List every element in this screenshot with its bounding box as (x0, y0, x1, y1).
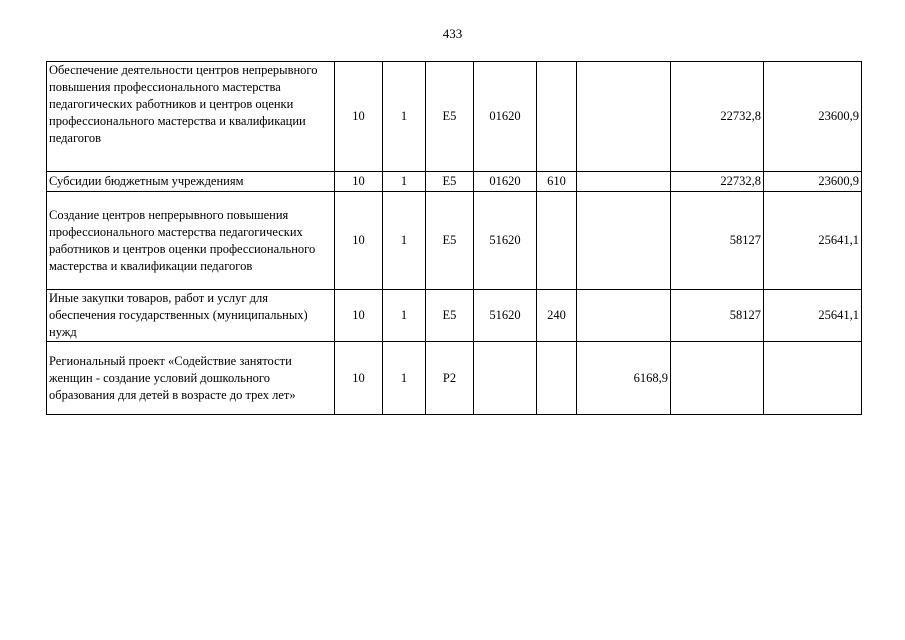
direction-cell: 51620 (474, 192, 537, 290)
program-cell: E5 (426, 290, 474, 342)
page-number: 433 (442, 26, 463, 41)
section-cell: 10 (335, 62, 383, 172)
section-cell: 10 (335, 192, 383, 290)
row-name: Субсидии бюджетным учреждениям (47, 172, 335, 192)
direction-cell (474, 342, 537, 415)
amount-2-cell: 22732,8 (671, 62, 764, 172)
table-row (47, 192, 862, 290)
amount-3-cell: 25641,1 (764, 192, 862, 290)
subsection-cell: 1 (383, 342, 426, 415)
amount-1-cell: 6168,9 (577, 342, 671, 415)
section-cell: 10 (335, 342, 383, 415)
table-row (47, 290, 862, 342)
section-cell: 10 (335, 172, 383, 192)
budget-table (46, 61, 862, 415)
row-name: Иные закупки товаров, работ и услуг для обеспечения государственных (муниципальных) нужд (47, 290, 335, 342)
program-cell: P2 (426, 342, 474, 415)
table-row (47, 342, 862, 415)
program-cell: E5 (426, 192, 474, 290)
amount-2-cell (671, 342, 764, 415)
subsection-cell: 1 (383, 172, 426, 192)
expense-type-cell: 240 (537, 290, 577, 342)
table-row (47, 62, 862, 172)
expense-type-cell (537, 192, 577, 290)
subsection-cell: 1 (383, 62, 426, 172)
expense-type-cell (537, 62, 577, 172)
program-cell: E5 (426, 172, 474, 192)
subsection-cell: 1 (383, 290, 426, 342)
row-name: Создание центров непрерывного повышения профессионального мастерства педагогических работников и центров оценки профессионального мастерства и квалификации педагогов (47, 192, 335, 290)
amount-2-cell: 22732,8 (671, 172, 764, 192)
amount-3-cell: 23600,9 (764, 62, 862, 172)
table-row (47, 172, 862, 192)
program-cell: E5 (426, 62, 474, 172)
row-name: Обеспечение деятельности центров непрерывного повышения профессионального мастерства педагогических работников и центров оценки профессионального мастерства и квалификации педагогов (47, 62, 335, 172)
expense-type-cell (537, 342, 577, 415)
direction-cell: 51620 (474, 290, 537, 342)
amount-3-cell: 25641,1 (764, 290, 862, 342)
direction-cell: 01620 (474, 62, 537, 172)
amount-1-cell (577, 172, 671, 192)
amount-3-cell: 23600,9 (764, 172, 862, 192)
amount-1-cell (577, 290, 671, 342)
expense-type-cell: 610 (537, 172, 577, 192)
row-name: Региональный проект «Содействие занятости женщин - создание условий дошкольного образования для детей в возрасте до трех лет» (47, 342, 335, 415)
amount-2-cell: 58127 (671, 290, 764, 342)
amount-1-cell (577, 192, 671, 290)
amount-1-cell (577, 62, 671, 172)
direction-cell: 01620 (474, 172, 537, 192)
amount-2-cell: 58127 (671, 192, 764, 290)
section-cell: 10 (335, 290, 383, 342)
amount-3-cell (764, 342, 862, 415)
subsection-cell: 1 (383, 192, 426, 290)
